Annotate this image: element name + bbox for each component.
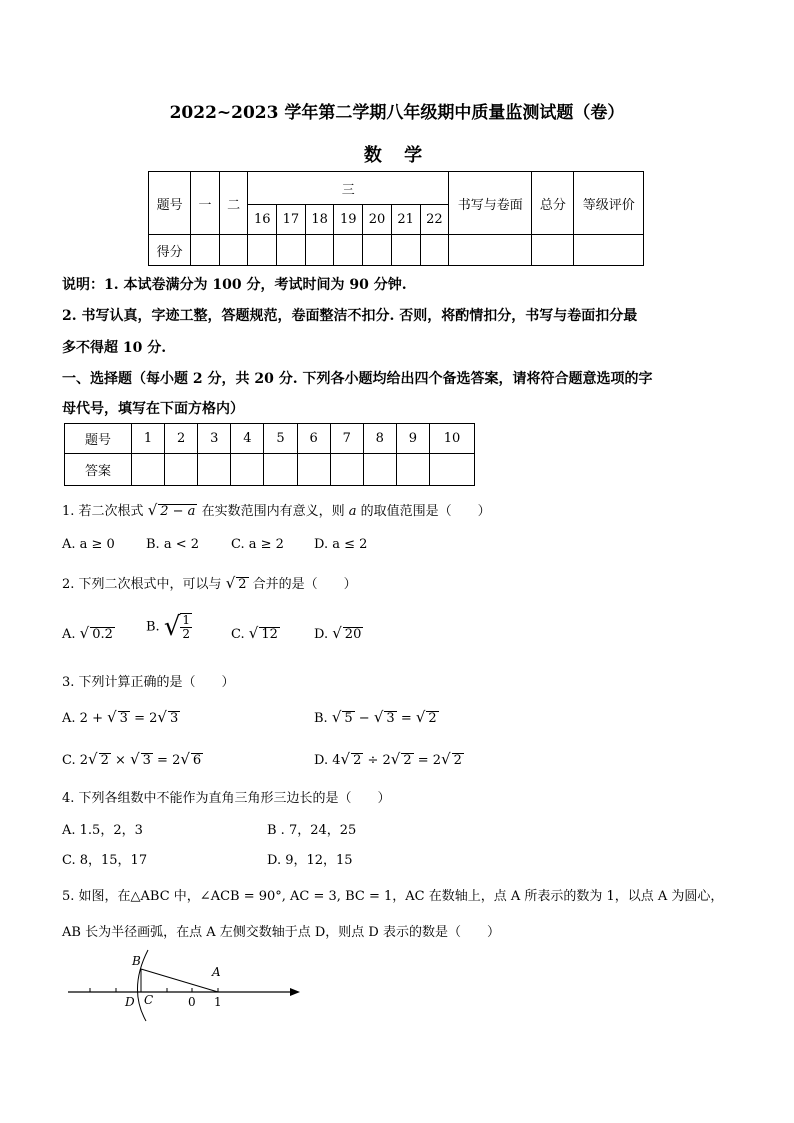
q1-suffix-b: 的取值范围是（ ） bbox=[360, 504, 491, 519]
score-sub-col: 22 bbox=[420, 205, 449, 235]
answer-cell[interactable] bbox=[165, 454, 198, 486]
answer-number: 9 bbox=[396, 424, 429, 454]
q4-option-a: A. 1.5，2，3 bbox=[62, 823, 143, 838]
q1-option-d: D. a ≤ 2 bbox=[314, 537, 368, 552]
answer-cell[interactable] bbox=[330, 454, 363, 486]
q3-a-pre: 2 + bbox=[79, 711, 108, 726]
label-b: B bbox=[132, 954, 141, 968]
q3-d-mid: ÷ 2 bbox=[363, 753, 391, 768]
label-c: C bbox=[144, 993, 154, 1007]
q3-d-r1: 2 bbox=[353, 753, 362, 768]
score-cell[interactable] bbox=[219, 235, 248, 266]
exam-title: 2022~2023 学年第二学期八年级期中质量监测试题（卷） bbox=[169, 103, 625, 123]
q4-option-d: D. 9，12，15 bbox=[267, 853, 353, 868]
label-zero: 0 bbox=[188, 995, 196, 1009]
answer-number: 10 bbox=[430, 424, 475, 454]
score-sub-col: 19 bbox=[334, 205, 363, 235]
answer-number: 4 bbox=[231, 424, 264, 454]
score-sub-col: 17 bbox=[277, 205, 306, 235]
q2-option-c: C. √ 12 bbox=[231, 624, 278, 642]
q3-d-label: D. bbox=[314, 753, 329, 768]
q4-option-c: C. 8，15，17 bbox=[62, 853, 148, 868]
q1-var: a bbox=[348, 504, 357, 519]
q2-option-d-radicand: 20 bbox=[344, 627, 362, 642]
q2-suffix: 合并的是（ ） bbox=[252, 577, 357, 592]
score-cell[interactable] bbox=[574, 235, 644, 266]
q3-c-c1: 2 bbox=[79, 753, 89, 768]
answer-cell[interactable] bbox=[363, 454, 396, 486]
q1-prefix: 1. 若二次根式 bbox=[62, 504, 144, 519]
q3-c-r2: 3 bbox=[142, 753, 151, 768]
q3-b-label: B. bbox=[314, 711, 328, 726]
q3-b-mid: − bbox=[354, 711, 374, 726]
answer-number: 6 bbox=[297, 424, 330, 454]
q3-d-c1: 4 bbox=[332, 753, 341, 768]
score-col-grade: 等级评价 bbox=[574, 172, 644, 235]
q2-option-a: A. √ 0.2 bbox=[62, 624, 113, 642]
q2-option-c-label: C. bbox=[231, 627, 245, 642]
answer-cell[interactable] bbox=[231, 454, 264, 486]
q3-option-d: D. 4√ 2 ÷ 2√ 2 = 2√ 2 bbox=[314, 750, 462, 768]
question-4: 4. 下列各组数中不能作为直角三角形三边长的是（ ） bbox=[62, 791, 391, 806]
question-3: 3. 下列计算正确的是（ ） bbox=[62, 675, 235, 690]
q3-a-r1: 3 bbox=[119, 711, 128, 726]
score-sub-col: 16 bbox=[248, 205, 277, 235]
score-cell[interactable] bbox=[277, 235, 306, 266]
note-1: 说明：1. 本试卷满分为 100 分，考试时间为 90 分钟. bbox=[62, 277, 407, 293]
score-col-total: 总分 bbox=[532, 172, 574, 235]
score-cell[interactable] bbox=[305, 235, 334, 266]
answer-cell[interactable] bbox=[132, 454, 165, 486]
score-cell[interactable] bbox=[334, 235, 363, 266]
q4-option-b: B . 7，24，25 bbox=[267, 823, 357, 838]
question-5-line-2: AB 长为半径画弧，在点 A 左侧交数轴于点 D，则点 D 表示的数是（ ） bbox=[62, 925, 500, 940]
q3-b-eq: = bbox=[396, 711, 416, 726]
answer-row-label: 题号 bbox=[65, 424, 132, 454]
q3-d-eq: = 2 bbox=[413, 753, 442, 768]
note-2-line-1: 2. 书写认真，字迹工整，答题规范，卷面整洁不扣分. 否则，将酌情扣分，书写与卷面扣分最 bbox=[62, 308, 638, 324]
answer-cell[interactable] bbox=[396, 454, 429, 486]
segment-ab bbox=[141, 969, 218, 992]
q2-option-d-label: D. bbox=[314, 627, 329, 642]
label-a: A bbox=[212, 965, 221, 979]
score-col-writing: 书写与卷面 bbox=[449, 172, 532, 235]
q2-option-a-radicand: 0.2 bbox=[92, 627, 113, 642]
answer-number: 1 bbox=[132, 424, 165, 454]
q2-option-a-label: A. bbox=[62, 627, 76, 642]
score-col-2: 二 bbox=[219, 172, 248, 235]
q2-option-b-denominator: 2 bbox=[182, 627, 191, 641]
q2-option-c-radicand: 12 bbox=[261, 627, 278, 642]
answer-number: 5 bbox=[264, 424, 297, 454]
question-5-line-1: 5. 如图，在△ABC 中，∠ACB = 90°, AC = 3, BC = 1，AC 在数轴上，点 A 所表示的数为 1，以点 A 为圆心， bbox=[62, 889, 724, 904]
q1-option-b: B. a < 2 bbox=[146, 537, 199, 552]
score-cell[interactable] bbox=[420, 235, 449, 266]
score-section-3: 三 bbox=[248, 172, 449, 205]
answer-cell[interactable] bbox=[297, 454, 330, 486]
score-sub-col: 21 bbox=[391, 205, 420, 235]
score-row-label: 题号 bbox=[149, 172, 191, 235]
question-1: 1. 若二次根式 √ 2 − a 在实数范围内有意义，则 a 的取值范围是（ ） bbox=[62, 501, 491, 519]
q3-option-b: B. √ 5 − √ 3 = √ 2 bbox=[314, 708, 437, 726]
q2-option-b: B. √ $\frac{1}{2}$ bbox=[146, 612, 191, 642]
section-1-heading-cont: 母代号，填写在下面方格内） bbox=[62, 401, 244, 417]
q1-radicand: 2 − a bbox=[160, 504, 196, 519]
q3-c-r3: 6 bbox=[192, 753, 202, 768]
answer-number: 2 bbox=[165, 424, 198, 454]
answer-cell[interactable] bbox=[430, 454, 475, 486]
score-cell[interactable] bbox=[391, 235, 420, 266]
label-one: 1 bbox=[214, 995, 222, 1009]
q3-a-r2: 3 bbox=[169, 711, 179, 726]
axis-arrow-icon bbox=[290, 988, 300, 996]
q1-suffix-a: 在实数范围内有意义，则 bbox=[201, 504, 345, 519]
q3-b-r1: 5 bbox=[344, 711, 353, 726]
score-sub-col: 18 bbox=[305, 205, 334, 235]
score-cell[interactable] bbox=[248, 235, 277, 266]
q1-option-a: A. a ≥ 0 bbox=[62, 537, 115, 552]
q2-radicand: 2 bbox=[238, 577, 247, 592]
q3-option-c: C. 2√ 2 × √ 3 = 2√ 6 bbox=[62, 750, 202, 768]
answer-table bbox=[64, 423, 475, 486]
q2-option-b-numerator: 1 bbox=[182, 613, 191, 627]
q3-d-r2: 2 bbox=[403, 753, 412, 768]
q3-b-r2: 3 bbox=[386, 711, 395, 726]
number-line-figure bbox=[60, 945, 310, 1025]
q3-c-r1: 2 bbox=[100, 753, 109, 768]
score-table bbox=[148, 171, 644, 266]
note-2-line-2: 多不得超 10 分. bbox=[62, 340, 167, 356]
answer-row-label: 答案 bbox=[65, 454, 132, 486]
q3-c-label: C. bbox=[62, 753, 76, 768]
score-cell[interactable] bbox=[191, 235, 220, 266]
score-row-label: 得分 bbox=[149, 235, 191, 266]
answer-number: 7 bbox=[330, 424, 363, 454]
answer-number: 8 bbox=[363, 424, 396, 454]
score-cell[interactable] bbox=[449, 235, 532, 266]
q2-prefix: 2. 下列二次根式中，可以与 bbox=[62, 577, 222, 592]
q1-option-c: C. a ≥ 2 bbox=[231, 537, 284, 552]
q3-a-mid: = 2 bbox=[129, 711, 158, 726]
q3-d-r3: 2 bbox=[453, 753, 462, 768]
label-d: D bbox=[125, 995, 135, 1009]
q2-option-d: D. √ 20 bbox=[314, 624, 362, 642]
score-sub-col: 20 bbox=[363, 205, 392, 235]
answer-cell[interactable] bbox=[264, 454, 297, 486]
score-cell[interactable] bbox=[363, 235, 392, 266]
q2-option-b-label: B. bbox=[146, 619, 160, 635]
answer-cell[interactable] bbox=[198, 454, 231, 486]
score-cell[interactable] bbox=[532, 235, 574, 266]
q3-c-mid: × bbox=[110, 753, 131, 768]
answer-number: 3 bbox=[198, 424, 231, 454]
q3-b-r3: 2 bbox=[428, 711, 437, 726]
section-1-heading: 一、选择题（每小题 2 分，共 20 分. 下列各小题均给出四个备选答案，请将符合题意选项的字 bbox=[62, 371, 653, 387]
q3-a-label: A. bbox=[62, 711, 76, 726]
question-2: 2. 下列二次根式中，可以与 √ 2 合并的是（ ） bbox=[62, 574, 357, 592]
subject-title: 数 学 bbox=[363, 145, 431, 166]
q3-option-a: A. 2 + √ 3 = 2√ 3 bbox=[62, 708, 179, 726]
q3-c-eq: = 2 bbox=[152, 753, 181, 768]
score-col-1: 一 bbox=[191, 172, 220, 235]
